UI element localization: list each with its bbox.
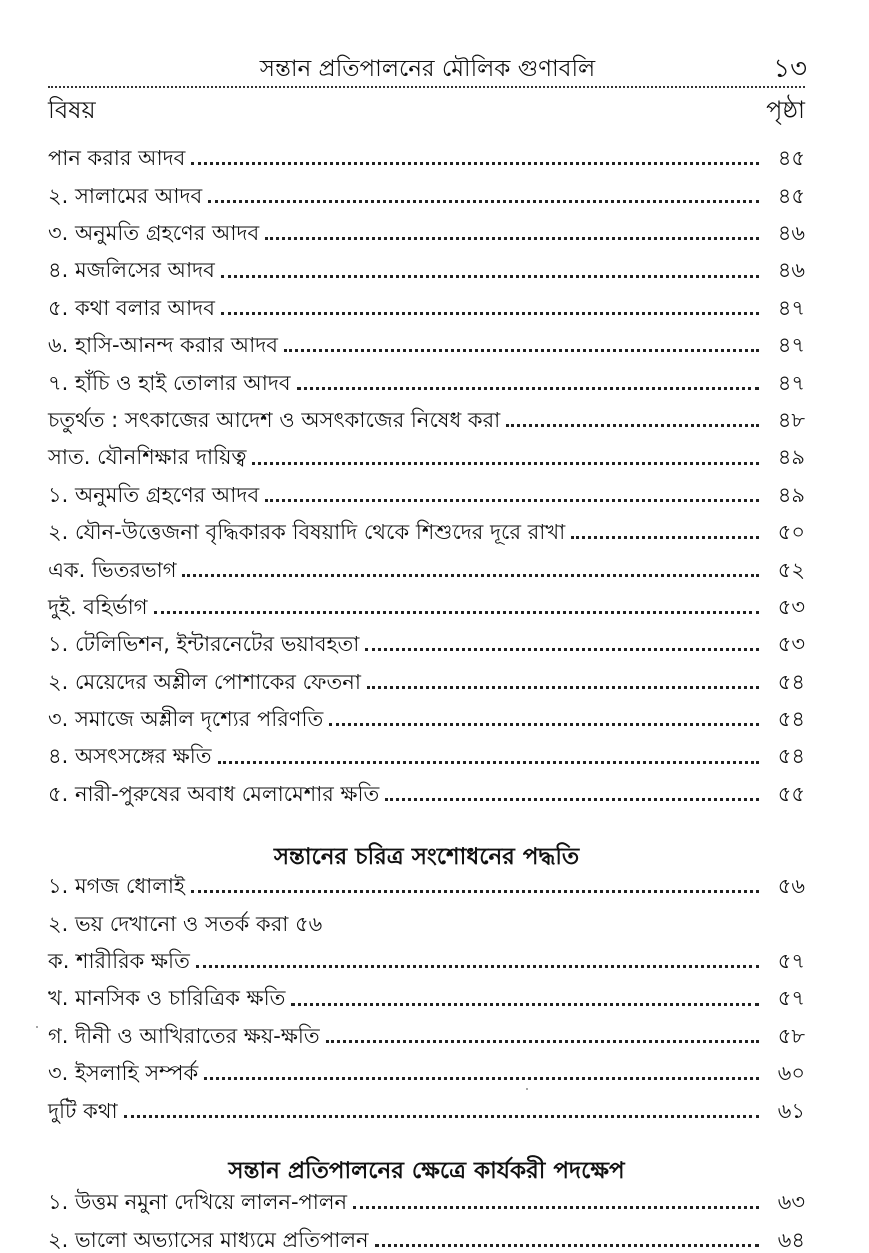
- toc-entry-title: পান করার আদব: [48, 146, 186, 171]
- toc-entry-title: ১. টেলিভিশন, ইন্টারনেটের ভয়াবহতা: [48, 632, 360, 657]
- dot-leader: [506, 424, 759, 427]
- toc-entry-page: ৫৭: [777, 948, 805, 973]
- toc-entry: [48, 1215, 805, 1252]
- subject-column-label: বিষয়: [48, 96, 96, 124]
- toc-entry-title: ৫. কথা বলার আদব: [48, 295, 215, 320]
- toc-entry-title: ৩. অনুমতি গ্রহণের আদব: [48, 220, 260, 245]
- toc-entry-title: ৩. সমাজে অশ্লীল দৃশ্যের পরিণতি: [48, 707, 324, 732]
- toc-entry-page: ৪৫: [777, 183, 805, 208]
- toc-entry: [48, 620, 805, 657]
- page-number: ১৩: [773, 54, 807, 84]
- toc-entry: [48, 545, 805, 582]
- dot-leader: [154, 611, 759, 614]
- toc-entry: [48, 1178, 805, 1215]
- running-header: [48, 48, 807, 82]
- toc-entry-title: খ. মানসিক ও চারিত্রিক ক্ষতি: [48, 986, 286, 1011]
- toc-entry-title: চতুর্থত : সৎকাজের আদেশ ও অসৎকাজের নিষেধ করা: [48, 407, 501, 432]
- toc-section3-list: [48, 1178, 805, 1253]
- toc-entry-title: ৫. নারী-পুরুষের অবাধ মেলামেশার ক্ষতি: [48, 781, 380, 806]
- toc-entry: [48, 974, 805, 1011]
- toc-entry-title: ৪. মজলিসের আদব: [48, 258, 215, 283]
- toc-main-list: [48, 134, 805, 807]
- toc-entry: [48, 284, 805, 321]
- dot-leader: [191, 162, 759, 165]
- toc-entry-page: ৪৭: [777, 370, 805, 395]
- section-heading-effective-steps: সন্তান প্রতিপালনের ক্ষেত্রে কার্যকরী পদক্ষেপ: [228, 1158, 625, 1184]
- paper-speck: [526, 1088, 528, 1090]
- dot-leader: [367, 686, 759, 689]
- toc-entry: [48, 134, 805, 171]
- toc-entry-title: ৭. হাঁচি ও হাই তোলার আদব: [48, 370, 291, 395]
- toc-entry-page: ৫৩: [777, 632, 805, 657]
- toc-entry-title: দুই. বহির্ভাগ: [48, 594, 148, 619]
- section-heading-character-correction: সন্তানের চরিত্র সংশোধনের পদ্ধতি: [273, 844, 580, 870]
- toc-entry: [48, 862, 805, 899]
- dot-leader: [291, 1003, 759, 1006]
- dot-leader: [375, 1244, 760, 1247]
- dot-leader: [124, 1115, 759, 1118]
- page-column-label: পৃষ্ঠা: [766, 96, 805, 124]
- dot-leader: [329, 723, 759, 726]
- dot-leader: [204, 1077, 759, 1080]
- dot-leader: [208, 200, 759, 203]
- toc-entry: [48, 937, 805, 974]
- toc-entry-title: ২. ভয় দেখানো ও সতর্ক করা ৫৬: [48, 911, 323, 936]
- toc-entry: [48, 471, 805, 508]
- toc-entry-page: ৫৪: [777, 707, 805, 732]
- dot-leader: [284, 349, 759, 352]
- dot-leader: [182, 574, 759, 577]
- toc-entry: [48, 899, 805, 936]
- toc-entry-title: ২. ভালো অভ্যাসের মাধ্যমে প্রতিপালন: [48, 1227, 369, 1252]
- toc-entry-page: ৫৪: [777, 669, 805, 694]
- header-dotted-rule: [48, 86, 805, 88]
- column-headers: [48, 92, 805, 132]
- toc-entry-page: ৫৭: [777, 986, 805, 1011]
- toc-entry-page: ৫০: [777, 520, 805, 545]
- dot-leader: [218, 761, 759, 764]
- toc-entry-title: দুটি কথা: [48, 1098, 118, 1123]
- toc-entry: [48, 657, 805, 694]
- toc-entry: [48, 770, 805, 807]
- toc-entry-page: ৬৪: [777, 1227, 805, 1252]
- toc-entry: [48, 508, 805, 545]
- toc-entry-page: ৫২: [777, 557, 805, 582]
- toc-entry-title: গ. দীনী ও আখিরাতের ক্ষয়-ক্ষতি: [48, 1023, 320, 1048]
- toc-entry-page: ৬১: [777, 1098, 805, 1123]
- dot-leader: [196, 965, 759, 968]
- toc-entry-page: ৪৯: [777, 445, 805, 470]
- toc-entry-page: ৪৭: [777, 333, 805, 358]
- toc-entry-page: ৫৮: [777, 1023, 805, 1048]
- toc-entry-title: ২. সালামের আদব: [48, 183, 203, 208]
- toc-entry-title: ১. মগজ ধোলাই: [48, 874, 185, 899]
- toc-section2-list: [48, 862, 805, 1124]
- toc-entry: [48, 209, 805, 246]
- toc-entry: [48, 433, 805, 470]
- toc-entry-title: ২. মেয়েদের অশ্লীল পোশাকের ফেতনা: [48, 669, 361, 694]
- dot-leader: [221, 275, 759, 278]
- toc-entry-page: ৪৯: [777, 482, 805, 507]
- toc-entry-page: ৫৬: [777, 874, 805, 899]
- running-title: সন্তান প্রতিপালনের মৌলিক গুণাবলি: [259, 56, 596, 82]
- toc-entry: [48, 396, 805, 433]
- toc-entry-page: ৪৬: [777, 258, 805, 283]
- toc-entry: [48, 358, 805, 395]
- dot-leader: [191, 890, 759, 893]
- dot-leader: [365, 648, 759, 651]
- toc-entry-page: ৬০: [777, 1061, 805, 1086]
- dot-leader: [221, 312, 759, 315]
- toc-entry-page: ৪৮: [777, 407, 805, 432]
- toc-entry-title: ক. শারীরিক ক্ষতি: [48, 948, 190, 973]
- dot-leader: [297, 387, 759, 390]
- dot-leader: [265, 237, 759, 240]
- toc-entry-title: ১. অনুমতি গ্রহণের আদব: [48, 482, 260, 507]
- dot-leader: [571, 536, 759, 539]
- toc-entry: [48, 1012, 805, 1049]
- toc-entry-page: ৫৪: [777, 744, 805, 769]
- toc-entry-title: ৩. ইসলাহি সম্পর্ক: [48, 1061, 199, 1086]
- dot-leader: [252, 462, 759, 465]
- toc-entry: [48, 583, 805, 620]
- toc-entry: [48, 171, 805, 208]
- toc-entry-page: ৫৩: [777, 594, 805, 619]
- dot-leader: [385, 798, 759, 801]
- paper-speck: [36, 1026, 38, 1028]
- toc-entry-page: ৪৬: [777, 220, 805, 245]
- toc-entry-page: ৪৫: [777, 146, 805, 171]
- toc-entry-title: ৪. অসৎসঙ্গের ক্ষতি: [48, 744, 212, 769]
- toc-entry-title: সাত. যৌনশিক্ষার দায়িত্ব: [48, 445, 247, 470]
- toc-entry: [48, 1086, 805, 1123]
- dot-leader: [326, 1040, 759, 1043]
- dot-leader: [265, 499, 759, 502]
- toc-entry: [48, 732, 805, 769]
- toc-entry: [48, 695, 805, 732]
- toc-entry-page: ৬৩: [777, 1190, 805, 1215]
- toc-entry: [48, 321, 805, 358]
- toc-entry-title: এক. ভিতরভাগ: [48, 557, 177, 582]
- toc-entry-page: ৪৭: [777, 295, 805, 320]
- dot-leader: [353, 1206, 759, 1209]
- toc-entry: [48, 246, 805, 283]
- toc-entry-title: ২. যৌন-উত্তেজনা বৃদ্ধিকারক বিষয়াদি থেকে শিশুদের দূরে রাখা: [48, 520, 566, 545]
- toc-entry-title: ১. উত্তম নমুনা দেখিয়ে লালন-পালন: [48, 1190, 348, 1215]
- toc-entry-title: ৬. হাসি-আনন্দ করার আদব: [48, 333, 278, 358]
- toc-entry: [48, 1049, 805, 1086]
- toc-entry-page: ৫৫: [777, 781, 805, 806]
